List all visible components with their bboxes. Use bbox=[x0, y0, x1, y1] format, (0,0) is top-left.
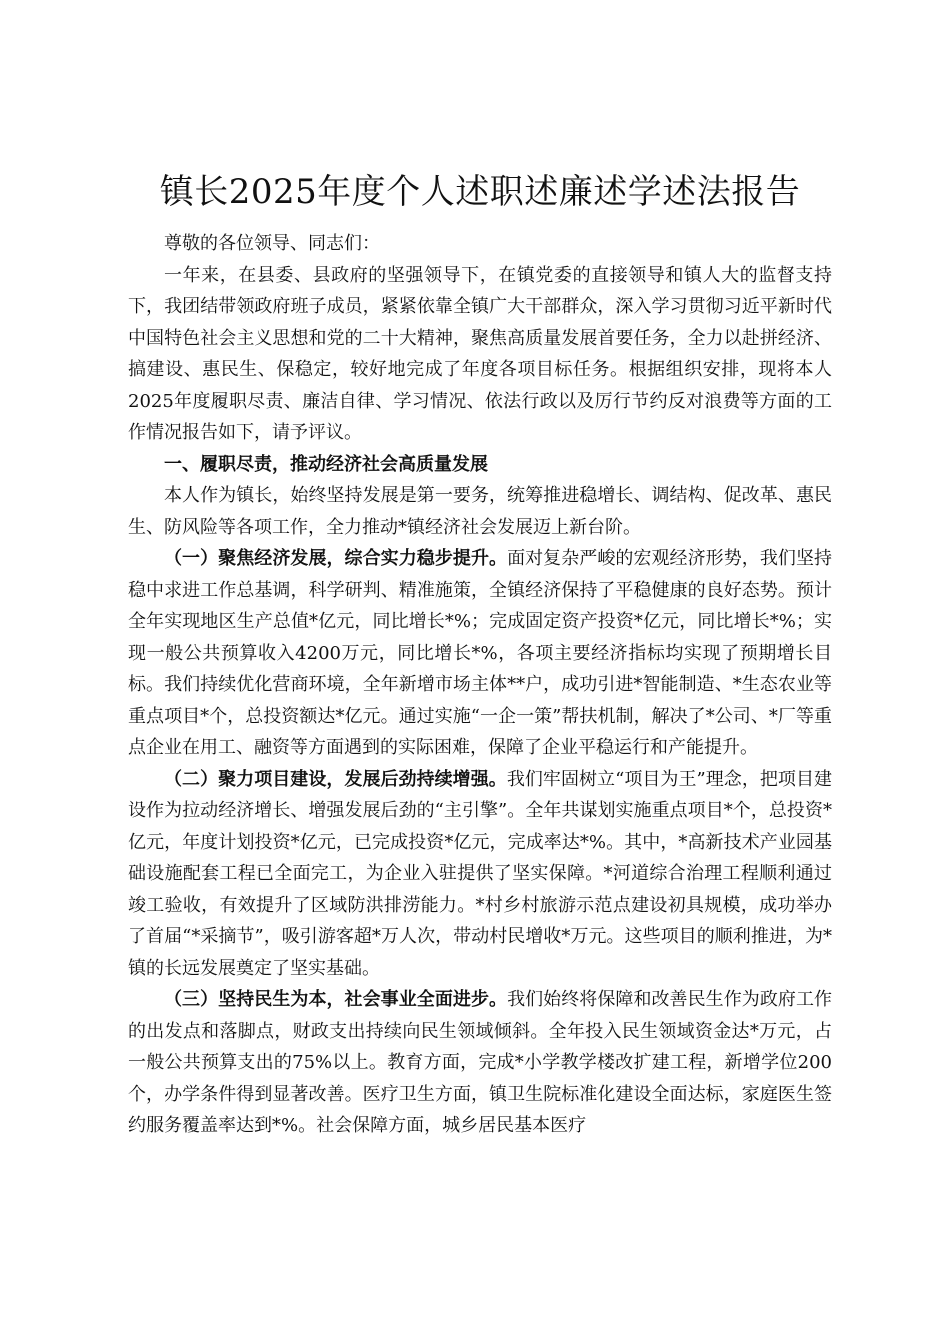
subsection-heading-projects: （二）聚力项目建设，发展后劲持续增强。 bbox=[164, 768, 507, 790]
subsection-paragraph-economy bbox=[128, 543, 832, 764]
salutation: 尊敬的各位领导、同志们： bbox=[164, 233, 380, 254]
subsection-text-projects: 我们牢固树立“项目为王”理念，把项目建设作为拉动经济增长、增强发展后劲的“主引擎”。全年共谋划实施重点项目*个，总投资*亿元，年度计划投资*亿元，已完成投资*亿元，完成率达*%。其中，*高新技术产业园基础设施配套工程已全面完工，为企业入驻提供了坚实保障。*河道综合治理工程顺利通过竣工验收，有效提升了区域防洪排涝能力。*村乡村旅游示范点建设初具规模，成功举办了首届“*采摘节”，吸引游客超*万人次，带动村民增收*万元。这些项目的顺利推进，为*镇的长远发展奠定了坚实基础。 bbox=[128, 768, 833, 979]
section-intro-paragraph: 本人作为镇长，始终坚持发展是第一要务，统筹推进稳增长、调结构、促改革、惠民生、防风险等各项工作，全力推动*镇经济社会发展迈上新台阶。 bbox=[128, 485, 832, 538]
subsection-heading-livelihood: （三）坚持民生为本，社会事业全面进步。 bbox=[164, 989, 508, 1010]
subsection-text-livelihood: 我们始终将保障和改善民生作为政府工作的出发点和落脚点，财政支出持续向民生领域倾斜。全年投入民生领域资金达*万元，占一般公共预算支出的75%以上。教育方面，完成*小学教学楼改扩建工程，新增学位200个，办学条件得到显著改善。医疗卫生方面，镇卫生院标准化建设全面达标，家庭医生签约服务覆盖率达到*%。社会保障方面，城乡居民基本医疗 bbox=[128, 989, 833, 1136]
document-title: 镇长2025年度个人述职述廉述学述法报告 bbox=[159, 172, 801, 212]
subsection-text-economy: 面对复杂严峻的宏观经济形势，我们坚持稳中求进工作总基调，科学研判、精准施策，全镇经济保持了平稳健康的良好态势。预计全年实现地区生产总值*亿元，同比增长*%；完成固定资产投资*亿元，同比增长*%；实现一般公共预算收入4200万元，同比增长*%，各项主要经济指标均实现了预期增长目标。我们持续优化营商环境，全年新增市场主体**户，成功引进*智能制造、*生态农业等重点项目*个，总投资额达*亿元。通过实施“一企一策”帮扶机制，解决了*公司、*厂等重点企业在用工、融资等方面遇到的实际困难，保障了企业平稳运行和产能提升。 bbox=[128, 548, 833, 758]
subsection-heading-economy: （一）聚焦经济发展，综合实力稳步提升。 bbox=[164, 548, 508, 569]
section-heading: 一、履职尽责，推动经济社会高质量发展 bbox=[164, 453, 488, 475]
document-page bbox=[128, 168, 832, 1142]
intro-paragraph: 一年来，在县委、县政府的坚强领导下，在镇党委的直接领导和镇人大的监督支持下，我团结带领政府班子成员，紧紧依靠全镇广大干部群众，深入学习贯彻习近平新时代中国特色社会主义思想和党的二十大精神，聚焦高质量发展首要任务，全力以赴拼经济、搞建设、惠民生、保稳定，较好地完成了年度各项目标任务。根据组织安排，现将本人2025年度履职尽责、廉洁自律、学习情况、依法行政以及厉行节约反对浪费等方面的工作情况报告如下，请予评议。 bbox=[128, 264, 832, 443]
subsection-paragraph-livelihood bbox=[128, 984, 832, 1142]
subsection-paragraph-projects bbox=[128, 764, 832, 985]
